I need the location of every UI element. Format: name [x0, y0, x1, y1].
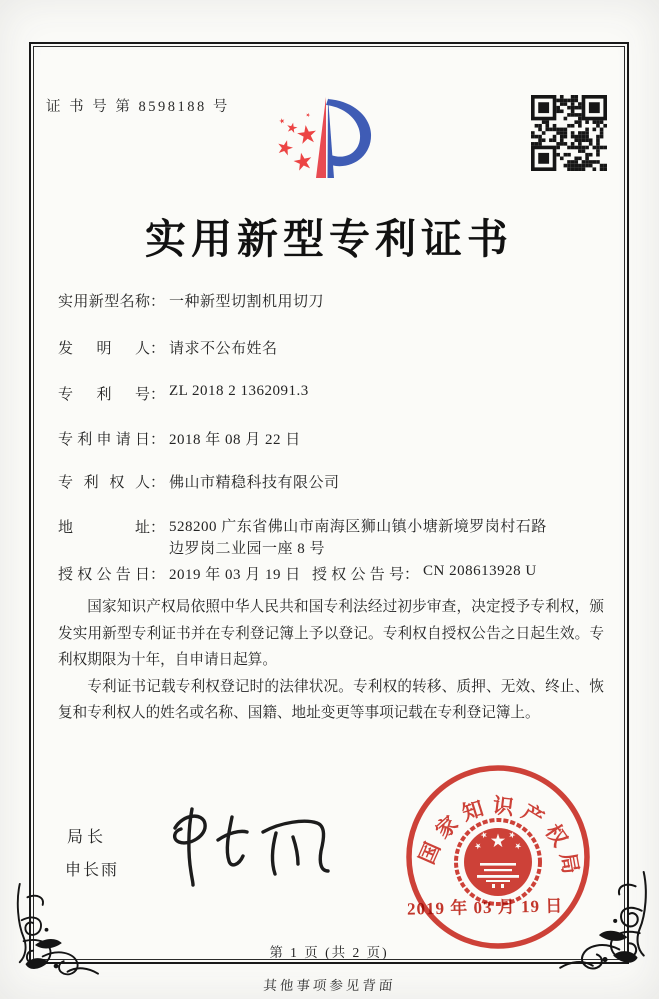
field-label: 授权公告日: [58, 567, 150, 583]
field-value: CN 208613928 U: [423, 563, 537, 579]
field-colon: ：: [150, 387, 166, 403]
corner-flourish-left-icon: [14, 882, 100, 987]
cnipa-logo-icon: [258, 92, 393, 187]
commissioner-name: 申长雨: [65, 862, 120, 879]
field-row-filing-date: [58, 428, 301, 449]
field-colon: ：: [150, 475, 166, 491]
seal-date: 2019 年 03 月 19 日: [406, 896, 564, 919]
field-label: 授权公告号: [312, 567, 404, 583]
field-value: 佛山市精稳科技有限公司: [169, 475, 340, 491]
field-row-patent-no: [58, 383, 309, 404]
qr-code-icon: [531, 95, 607, 171]
field-label: 实用新型名称: [58, 294, 150, 310]
field-row-inventor: [58, 337, 278, 358]
field-value: 2018 年 08 月 22 日: [169, 432, 301, 448]
field-label: 专利号: [58, 387, 150, 403]
certificate-number: 证 书 号 第 8598188 号: [46, 99, 230, 115]
field-label: 专利申请日: [58, 432, 150, 448]
legal-paragraph-1: 国家知识产权局依照中华人民共和国专利法经过初步审查，决定授予专利权，颁发实用新型专利证书并在专利登记簿上予以登记。专利权自授权公告之日起生效。专利权期限为十年，自申请日起算。: [58, 599, 604, 668]
official-seal-icon: [396, 762, 600, 952]
field-row-name: [58, 290, 324, 311]
field-label: 地址: [58, 520, 150, 536]
field-value: ZL 2018 2 1362091.3: [169, 383, 309, 399]
address-line-1: 528200 广东省佛山市南海区狮山镇小塘新境罗岗村石路: [169, 519, 547, 535]
field-colon: ：: [150, 567, 166, 583]
field-row-address: [58, 516, 621, 560]
field-value: [169, 516, 621, 560]
field-row-grant: [58, 563, 537, 584]
field-row-patentee: [58, 471, 340, 492]
legal-text: [58, 594, 604, 727]
field-colon: ：: [150, 520, 166, 536]
field-colon: ：: [150, 341, 166, 357]
field-colon: ：: [150, 432, 166, 448]
address-line-2: 边罗岗二业园一座 8 号: [169, 541, 326, 557]
field-value: 2019 年 03 月 19 日: [169, 567, 301, 583]
page-number: 第 1 页 (共 2 页): [269, 945, 389, 960]
field-label: 专利权人: [58, 475, 150, 491]
back-side-note: 其他事项参见背面: [262, 978, 397, 993]
seal-arc-text: 国家知识产权局: [414, 793, 585, 883]
field-group-grant-no: [312, 563, 537, 584]
field-value: 请求不公布姓名: [169, 341, 278, 357]
field-colon: ：: [150, 294, 166, 310]
field-value: 一种新型切割机用切刀: [169, 294, 325, 310]
handwritten-signature: [163, 804, 348, 889]
field-label: 发明人: [58, 341, 150, 357]
certificate-title: 实用新型专利证书: [145, 216, 513, 262]
legal-paragraph-2: 专利证书记载专利权登记时的法律状况。专利权的转移、质押、无效、终止、恢复和专利权人的姓名或名称、国籍、地址变更等事项记载在专利登记簿上。: [58, 678, 604, 721]
commissioner-title: 局长: [67, 829, 108, 846]
field-colon: ：: [404, 567, 420, 583]
